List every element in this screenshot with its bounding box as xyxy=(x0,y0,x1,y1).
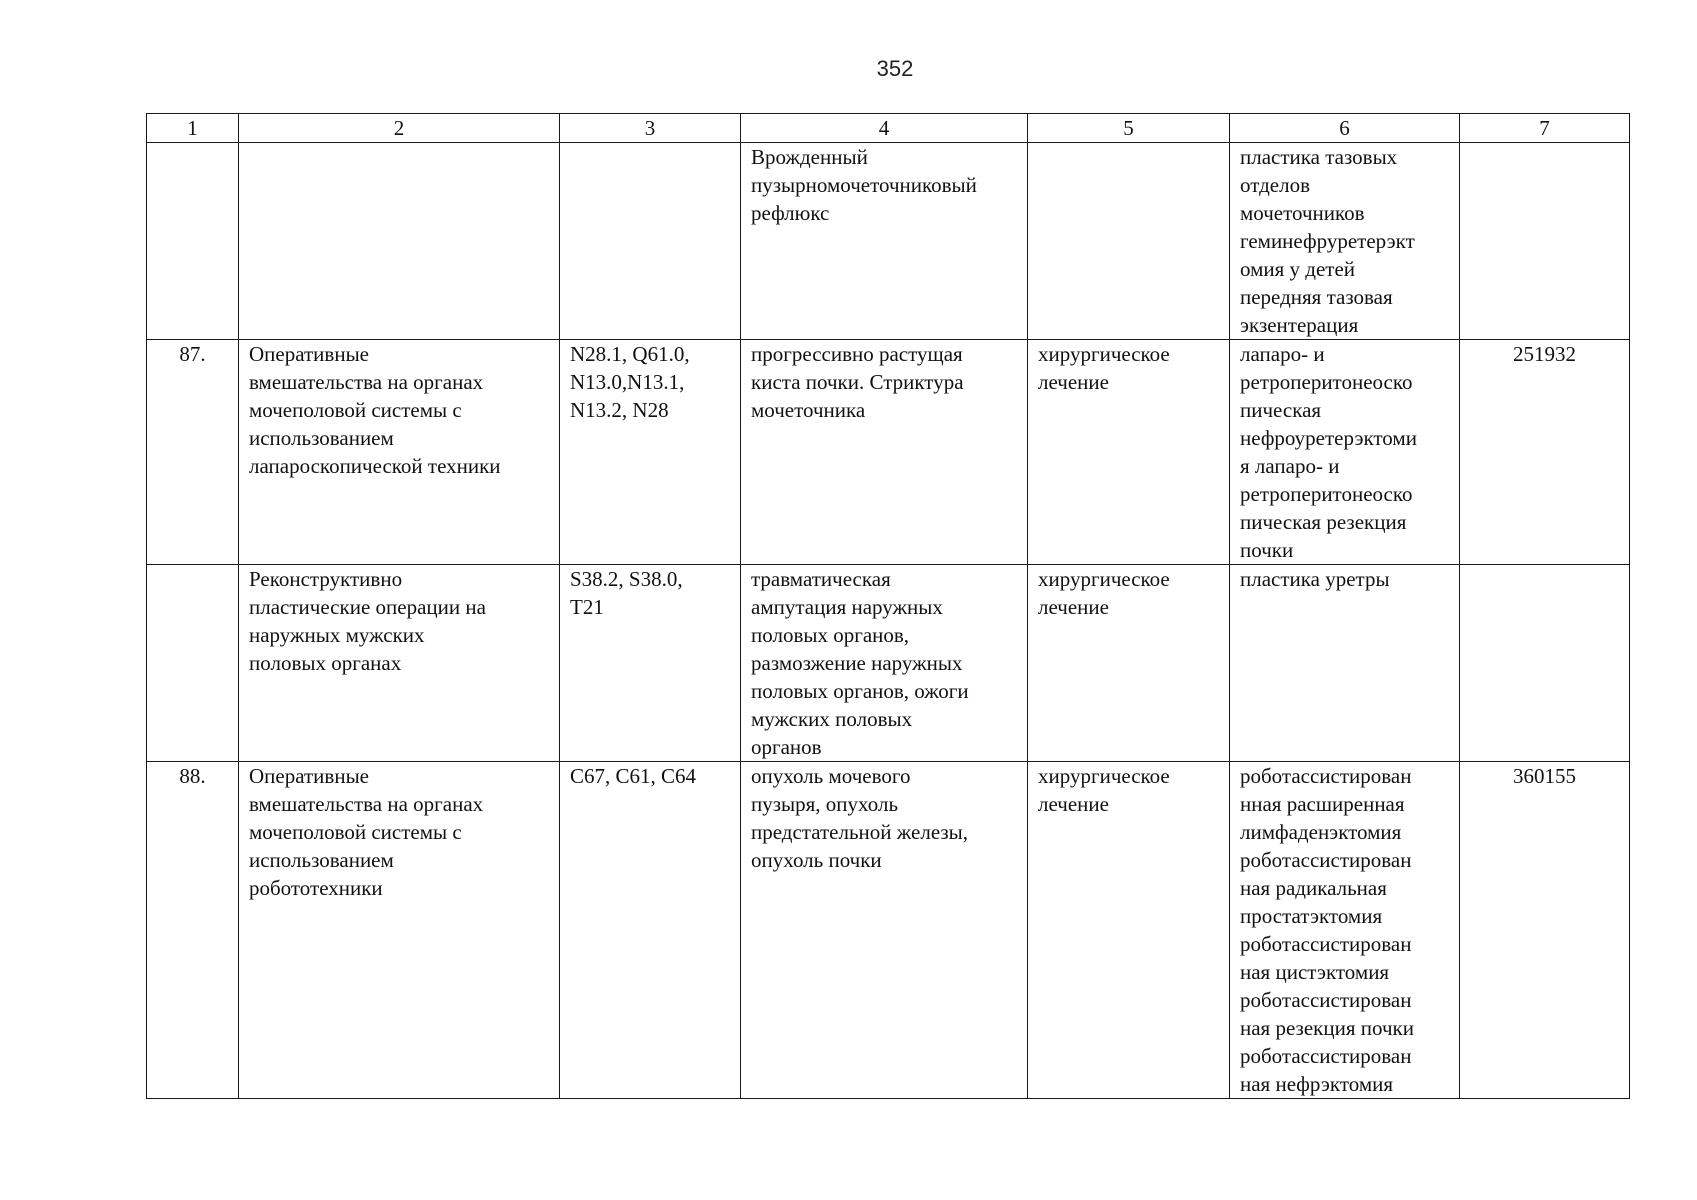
cell-text-line: Реконструктивно xyxy=(249,567,403,591)
patient-model-cell xyxy=(741,143,1028,340)
treatment-type-cell xyxy=(1028,762,1230,1099)
cell-text-line: омия у детей xyxy=(1240,257,1356,281)
cell-text-line: роботассистирован xyxy=(1240,848,1412,872)
column-number: 3 xyxy=(560,114,741,143)
column-number: 2 xyxy=(239,114,560,143)
care-type-cell xyxy=(239,340,560,565)
cell-text-line: роботассистирован xyxy=(1240,1044,1412,1068)
cell-text-line: ретроперитонеоско xyxy=(1240,370,1413,394)
cell-text-line: пузыря, опухоль xyxy=(751,792,899,816)
table-row xyxy=(147,340,1630,565)
cell-text-line: лапароскопической техники xyxy=(249,454,501,478)
cell-text-line: предстательной железы, xyxy=(751,820,969,844)
cell-text-line: пластические операции на xyxy=(249,595,486,619)
table-body xyxy=(147,143,1630,1099)
icd-codes-cell xyxy=(560,143,741,340)
cell-text-line: использованием xyxy=(249,426,394,450)
cell-text-line: геминефруретерэкт xyxy=(1240,229,1415,253)
cell-text-line: ная нефрэктомия xyxy=(1240,1072,1394,1096)
cell-text-line: прогрессивно растущая xyxy=(751,342,963,366)
table-row xyxy=(147,143,1630,340)
column-number-row xyxy=(147,114,1630,143)
care-type-cell xyxy=(239,762,560,1099)
icd-codes-cell xyxy=(560,340,741,565)
cell-text-line: ампутация наружных xyxy=(751,595,943,619)
cell-text-line: рефлюкс xyxy=(751,201,830,225)
treatment-method-cell xyxy=(1230,340,1460,565)
icd-codes-cell xyxy=(560,762,741,1099)
cell-text-line: N13.0,N13.1, xyxy=(570,370,685,394)
treatment-type-cell xyxy=(1028,143,1230,340)
treatment-method-cell xyxy=(1230,762,1460,1099)
table-row xyxy=(147,565,1630,762)
cell-text-line: нная расширенная xyxy=(1240,792,1405,816)
cell-text-line: простатэктомия xyxy=(1240,904,1383,928)
cell-text-line: нефроуретерэктоми xyxy=(1240,426,1417,450)
treatment-method-cell xyxy=(1230,143,1460,340)
cell-text-line: отделов xyxy=(1240,173,1311,197)
cell-text-line: лечение xyxy=(1038,370,1109,394)
cell-text-line: мочеполовой системы с xyxy=(249,820,462,844)
cell-text-line: C67, C61, C64 xyxy=(570,764,697,788)
cell-text-line: мочеточника xyxy=(751,398,866,422)
cell-text-line: лечение xyxy=(1038,595,1109,619)
cell-text-line: ная резекция почки xyxy=(1240,1016,1414,1040)
cell-text-line: пластика тазовых xyxy=(1240,145,1398,169)
cell-text-line: лечение xyxy=(1038,792,1109,816)
row-number-cell: 87. xyxy=(147,340,239,565)
cell-text-line: N13.2, N28 xyxy=(570,398,669,422)
cell-text-line: мочеполовой системы с xyxy=(249,398,462,422)
column-number: 6 xyxy=(1230,114,1460,143)
cell-text-line: половых органов, ожоги xyxy=(751,679,969,703)
cell-text-line: ретроперитонеоско xyxy=(1240,482,1413,506)
cell-text-line: экзентерация xyxy=(1240,313,1359,337)
cell-text-line: половых органов, xyxy=(751,623,910,647)
patient-model-cell xyxy=(741,565,1028,762)
icd-codes-cell xyxy=(560,565,741,762)
cell-text-line: роботассистирован xyxy=(1240,764,1412,788)
cell-text-line: травматическая xyxy=(751,567,891,591)
column-number: 1 xyxy=(147,114,239,143)
cost-cell xyxy=(1460,143,1630,340)
patient-model-cell xyxy=(741,340,1028,565)
column-number: 7 xyxy=(1460,114,1630,143)
cell-text-line: наружных мужских xyxy=(249,623,425,647)
row-number-cell xyxy=(147,565,239,762)
cell-text-line: робототехники xyxy=(249,876,383,900)
cell-text-line: вмешательства на органах xyxy=(249,792,484,816)
cell-text-line: ная радикальная xyxy=(1240,876,1387,900)
cell-text-line: хирургическое xyxy=(1038,342,1170,366)
cell-text-line: мочеточников xyxy=(1240,201,1365,225)
cell-text-line: Врожденный xyxy=(751,145,868,169)
cell-text-line: вмешательства на органах xyxy=(249,370,484,394)
column-number: 4 xyxy=(741,114,1028,143)
cell-text-line: хирургическое xyxy=(1038,764,1170,788)
cell-text-line: роботассистирован xyxy=(1240,988,1412,1012)
cell-text-line: ная цистэктомия xyxy=(1240,960,1390,984)
cell-text-line: размозжение наружных xyxy=(751,651,963,675)
cost-cell: 251932 xyxy=(1460,340,1630,565)
cell-text-line: Оперативные xyxy=(249,764,370,788)
cell-text-line: пластика уретры xyxy=(1240,567,1390,591)
cell-text-line: Оперативные xyxy=(249,342,370,366)
cell-text-line: лапаро- и xyxy=(1240,342,1325,366)
cell-text-line: S38.2, S38.0, xyxy=(570,567,683,591)
cost-cell: 360155 xyxy=(1460,762,1630,1099)
cell-text-line: передняя тазовая xyxy=(1240,285,1393,309)
cell-text-line: почки xyxy=(1240,538,1294,562)
cell-text-line: роботассистирован xyxy=(1240,932,1412,956)
cell-text-line: киста почки. Стриктура xyxy=(751,370,964,394)
cell-text-line: пическая xyxy=(1240,398,1322,422)
cell-text-line: опухоль мочевого xyxy=(751,764,911,788)
care-type-cell xyxy=(239,565,560,762)
treatment-type-cell xyxy=(1028,565,1230,762)
medical-care-table xyxy=(146,113,1630,1099)
cell-text-line: органов xyxy=(751,735,822,759)
cell-text-line: опухоль почки xyxy=(751,848,882,872)
column-number: 5 xyxy=(1028,114,1230,143)
cell-text-line: лимфаденэктомия xyxy=(1240,820,1402,844)
page-number: 352 xyxy=(876,56,914,81)
row-number-cell xyxy=(147,143,239,340)
cell-text-line: хирургическое xyxy=(1038,567,1170,591)
cell-text-line: половых органах xyxy=(249,651,402,675)
cell-text-line: N28.1, Q61.0, xyxy=(570,342,690,366)
cell-text-line: использованием xyxy=(249,848,394,872)
table-row xyxy=(147,762,1630,1099)
treatment-method-cell xyxy=(1230,565,1460,762)
care-type-cell xyxy=(239,143,560,340)
cell-text-line: я лапаро- и xyxy=(1240,454,1340,478)
treatment-type-cell xyxy=(1028,340,1230,565)
cell-text-line: T21 xyxy=(570,595,604,619)
row-number-cell: 88. xyxy=(147,762,239,1099)
cell-text-line: мужских половых xyxy=(751,707,913,731)
cell-text-line: пузырномочеточниковый xyxy=(751,173,977,197)
cost-cell xyxy=(1460,565,1630,762)
patient-model-cell xyxy=(741,762,1028,1099)
cell-text-line: пическая резекция xyxy=(1240,510,1407,534)
